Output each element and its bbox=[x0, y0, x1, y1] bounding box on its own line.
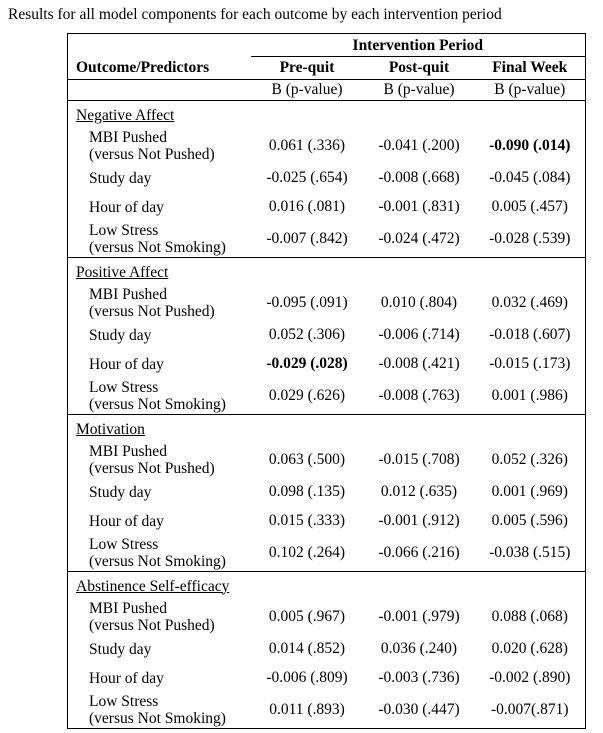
table-row bbox=[68, 164, 586, 193]
value-cell: -0.028 (.539) bbox=[489, 230, 571, 248]
value-cell: 0.029 (.626) bbox=[268, 387, 346, 405]
pre-quit-header: Pre-quit bbox=[251, 57, 364, 80]
value-cell: -0.006 (.809) bbox=[266, 669, 348, 686]
predictor-label: Study day bbox=[89, 326, 152, 344]
table-row bbox=[68, 321, 586, 350]
predictor-label-line2: (versus Not Pushed) bbox=[89, 459, 215, 477]
predictor-label: Study day bbox=[89, 483, 152, 501]
predictor-label-line1: MBI Pushed bbox=[89, 442, 167, 460]
value-cell-significant: -0.029 (.028) bbox=[266, 355, 348, 372]
value-cell: 0.020 (.628) bbox=[491, 640, 568, 657]
value-cell: -0.008 (.421) bbox=[378, 355, 460, 372]
predictor-label-line2: (versus Not Smoking) bbox=[89, 396, 226, 414]
table-row bbox=[68, 478, 586, 507]
table-row bbox=[68, 222, 586, 258]
value-cell: -0.001 (.979) bbox=[378, 607, 460, 625]
table-row bbox=[68, 599, 586, 635]
results-table bbox=[67, 33, 586, 729]
value-cell: 0.052 (.306) bbox=[268, 326, 346, 343]
table-row bbox=[68, 635, 586, 664]
value-cell: 0.005 (.967) bbox=[268, 607, 346, 625]
table-row bbox=[68, 536, 586, 572]
table-row bbox=[68, 285, 586, 321]
predictor-label-line1: Low Stress bbox=[89, 222, 159, 240]
value-cell: 0.014 (.852) bbox=[268, 640, 346, 657]
value-cell: 0.098 (.135) bbox=[268, 483, 346, 500]
predictor-label-line1: Low Stress bbox=[89, 379, 159, 397]
section-abstinence-self-efficacy bbox=[68, 572, 586, 729]
b-pvalue-subheader: B (p-value) bbox=[251, 80, 364, 101]
section-title bbox=[68, 258, 586, 285]
empty-cell bbox=[68, 34, 251, 57]
section-negative-affect bbox=[68, 101, 586, 258]
value-cell: -0.006 (.714) bbox=[378, 326, 460, 343]
predictor-label bbox=[68, 693, 251, 729]
table-header bbox=[68, 34, 586, 101]
table-row bbox=[68, 350, 586, 379]
value-cell: -0.030 (.447) bbox=[378, 701, 460, 719]
section-header-row bbox=[68, 101, 586, 128]
value-cell: 0.016 (.081) bbox=[268, 198, 346, 215]
predictor-label-line2: (versus Not Smoking) bbox=[89, 239, 226, 257]
value-cell: -0.015 (.708) bbox=[378, 450, 460, 468]
predictor-label-line1: MBI Pushed bbox=[89, 128, 167, 146]
value-cell: 0.012 (.635) bbox=[380, 483, 458, 500]
value-cell: 0.005 (.457) bbox=[491, 198, 568, 215]
predictor-label: Hour of day bbox=[89, 512, 164, 530]
predictor-label-line1: Low Stress bbox=[89, 536, 159, 554]
value-cell: -0.045 (.084) bbox=[489, 169, 571, 186]
section-title bbox=[68, 572, 586, 599]
value-cell: 0.001 (.986) bbox=[491, 387, 568, 405]
section-title-text: Abstinence Self-efficacy bbox=[76, 577, 230, 595]
final-week-header: Final Week bbox=[475, 57, 586, 80]
value-cell: -0.007 (.842) bbox=[266, 230, 348, 248]
value-cell: 0.063 (.500) bbox=[268, 450, 346, 468]
section-title bbox=[68, 415, 586, 442]
value-cell: -0.041 (.200) bbox=[378, 136, 460, 154]
table-row bbox=[68, 193, 586, 222]
value-cell: -0.001 (.912) bbox=[378, 512, 460, 529]
value-cell: 0.032 (.469) bbox=[491, 293, 568, 311]
table-caption: Results for all model components for each outcome by each intervention period bbox=[8, 6, 502, 23]
value-cell-significant: -0.090 (.014) bbox=[489, 136, 571, 154]
section-title-text: Negative Affect bbox=[76, 106, 175, 124]
value-cell: 0.052 (.326) bbox=[491, 450, 568, 468]
table-row bbox=[68, 128, 586, 164]
value-cell: 0.088 (.068) bbox=[491, 607, 568, 625]
outcome-predictors-header: Outcome/Predictors bbox=[68, 57, 251, 80]
section-title-text: Positive Affect bbox=[76, 263, 169, 281]
value-cell: 0.061 (.336) bbox=[268, 136, 346, 154]
value-cell: -0.002 (.890) bbox=[489, 669, 571, 686]
b-pvalue-subheader: B (p-value) bbox=[364, 80, 475, 101]
value-cell: 0.036 (.240) bbox=[380, 640, 458, 657]
section-title bbox=[68, 101, 586, 128]
predictor-label bbox=[68, 442, 251, 478]
predictor-label-line2: (versus Not Pushed) bbox=[89, 302, 215, 320]
predictor-label bbox=[68, 128, 251, 164]
value-cell: -0.008 (.668) bbox=[378, 169, 460, 186]
value-cell: 0.010 (.804) bbox=[380, 293, 458, 311]
predictor-label bbox=[68, 379, 251, 415]
value-cell: 0.011 (.893) bbox=[269, 701, 345, 719]
predictor-label: Study day bbox=[89, 169, 152, 187]
value-cell: 0.005 (.596) bbox=[491, 512, 568, 529]
table-row bbox=[68, 507, 586, 536]
value-cell: 0.102 (.264) bbox=[268, 544, 346, 562]
section-motivation bbox=[68, 415, 586, 572]
table-row bbox=[68, 664, 586, 693]
value-cell: 0.015 (.333) bbox=[268, 512, 346, 529]
predictor-label-line1: Low Stress bbox=[89, 693, 159, 711]
predictor-label-line2: (versus Not Smoking) bbox=[89, 710, 226, 728]
section-header-row bbox=[68, 415, 586, 442]
predictor-label: Hour of day bbox=[89, 198, 164, 216]
empty-cell bbox=[68, 80, 251, 101]
predictor-label bbox=[68, 285, 251, 321]
predictor-label: Study day bbox=[89, 640, 152, 658]
post-quit-header: Post-quit bbox=[364, 57, 475, 80]
value-cell: -0.008 (.763) bbox=[378, 387, 460, 405]
intervention-period-header: Intervention Period bbox=[251, 34, 586, 57]
spanner-row bbox=[68, 34, 586, 57]
predictor-label-line1: MBI Pushed bbox=[89, 599, 167, 617]
predictor-label: Hour of day bbox=[89, 355, 164, 373]
section-header-row bbox=[68, 572, 586, 599]
predictor-label bbox=[68, 222, 251, 258]
b-pvalue-subheader: B (p-value) bbox=[475, 80, 586, 101]
value-cell: -0.095 (.091) bbox=[266, 293, 348, 311]
value-cell: -0.024 (.472) bbox=[378, 230, 460, 248]
value-cell: -0.018 (.607) bbox=[489, 326, 571, 343]
predictor-label-line1: MBI Pushed bbox=[89, 285, 167, 303]
table-row bbox=[68, 379, 586, 415]
value-cell: -0.038 (.515) bbox=[489, 544, 571, 562]
section-header-row bbox=[68, 258, 586, 285]
value-cell: -0.025 (.654) bbox=[266, 169, 348, 186]
predictor-label-line2: (versus Not Pushed) bbox=[89, 145, 215, 163]
value-cell: -0.066 (.216) bbox=[378, 544, 460, 562]
predictor-label bbox=[68, 536, 251, 572]
predictor-label-line2: (versus Not Pushed) bbox=[89, 616, 215, 634]
table-row bbox=[68, 442, 586, 478]
section-title-text: Motivation bbox=[76, 420, 145, 438]
value-cell: 0.001 (.969) bbox=[491, 483, 568, 500]
value-cell: -0.015 (.173) bbox=[489, 355, 571, 372]
predictor-label-line2: (versus Not Smoking) bbox=[89, 553, 226, 571]
value-cell: -0.001 (.831) bbox=[378, 198, 460, 215]
column-header-row bbox=[68, 57, 586, 80]
table-row bbox=[68, 693, 586, 729]
predictor-label: Hour of day bbox=[89, 669, 164, 687]
value-cell: -0.007(.871) bbox=[491, 701, 569, 719]
section-positive-affect bbox=[68, 258, 586, 415]
subheader-row bbox=[68, 80, 586, 101]
predictor-label bbox=[68, 599, 251, 635]
value-cell: -0.003 (.736) bbox=[378, 669, 460, 686]
